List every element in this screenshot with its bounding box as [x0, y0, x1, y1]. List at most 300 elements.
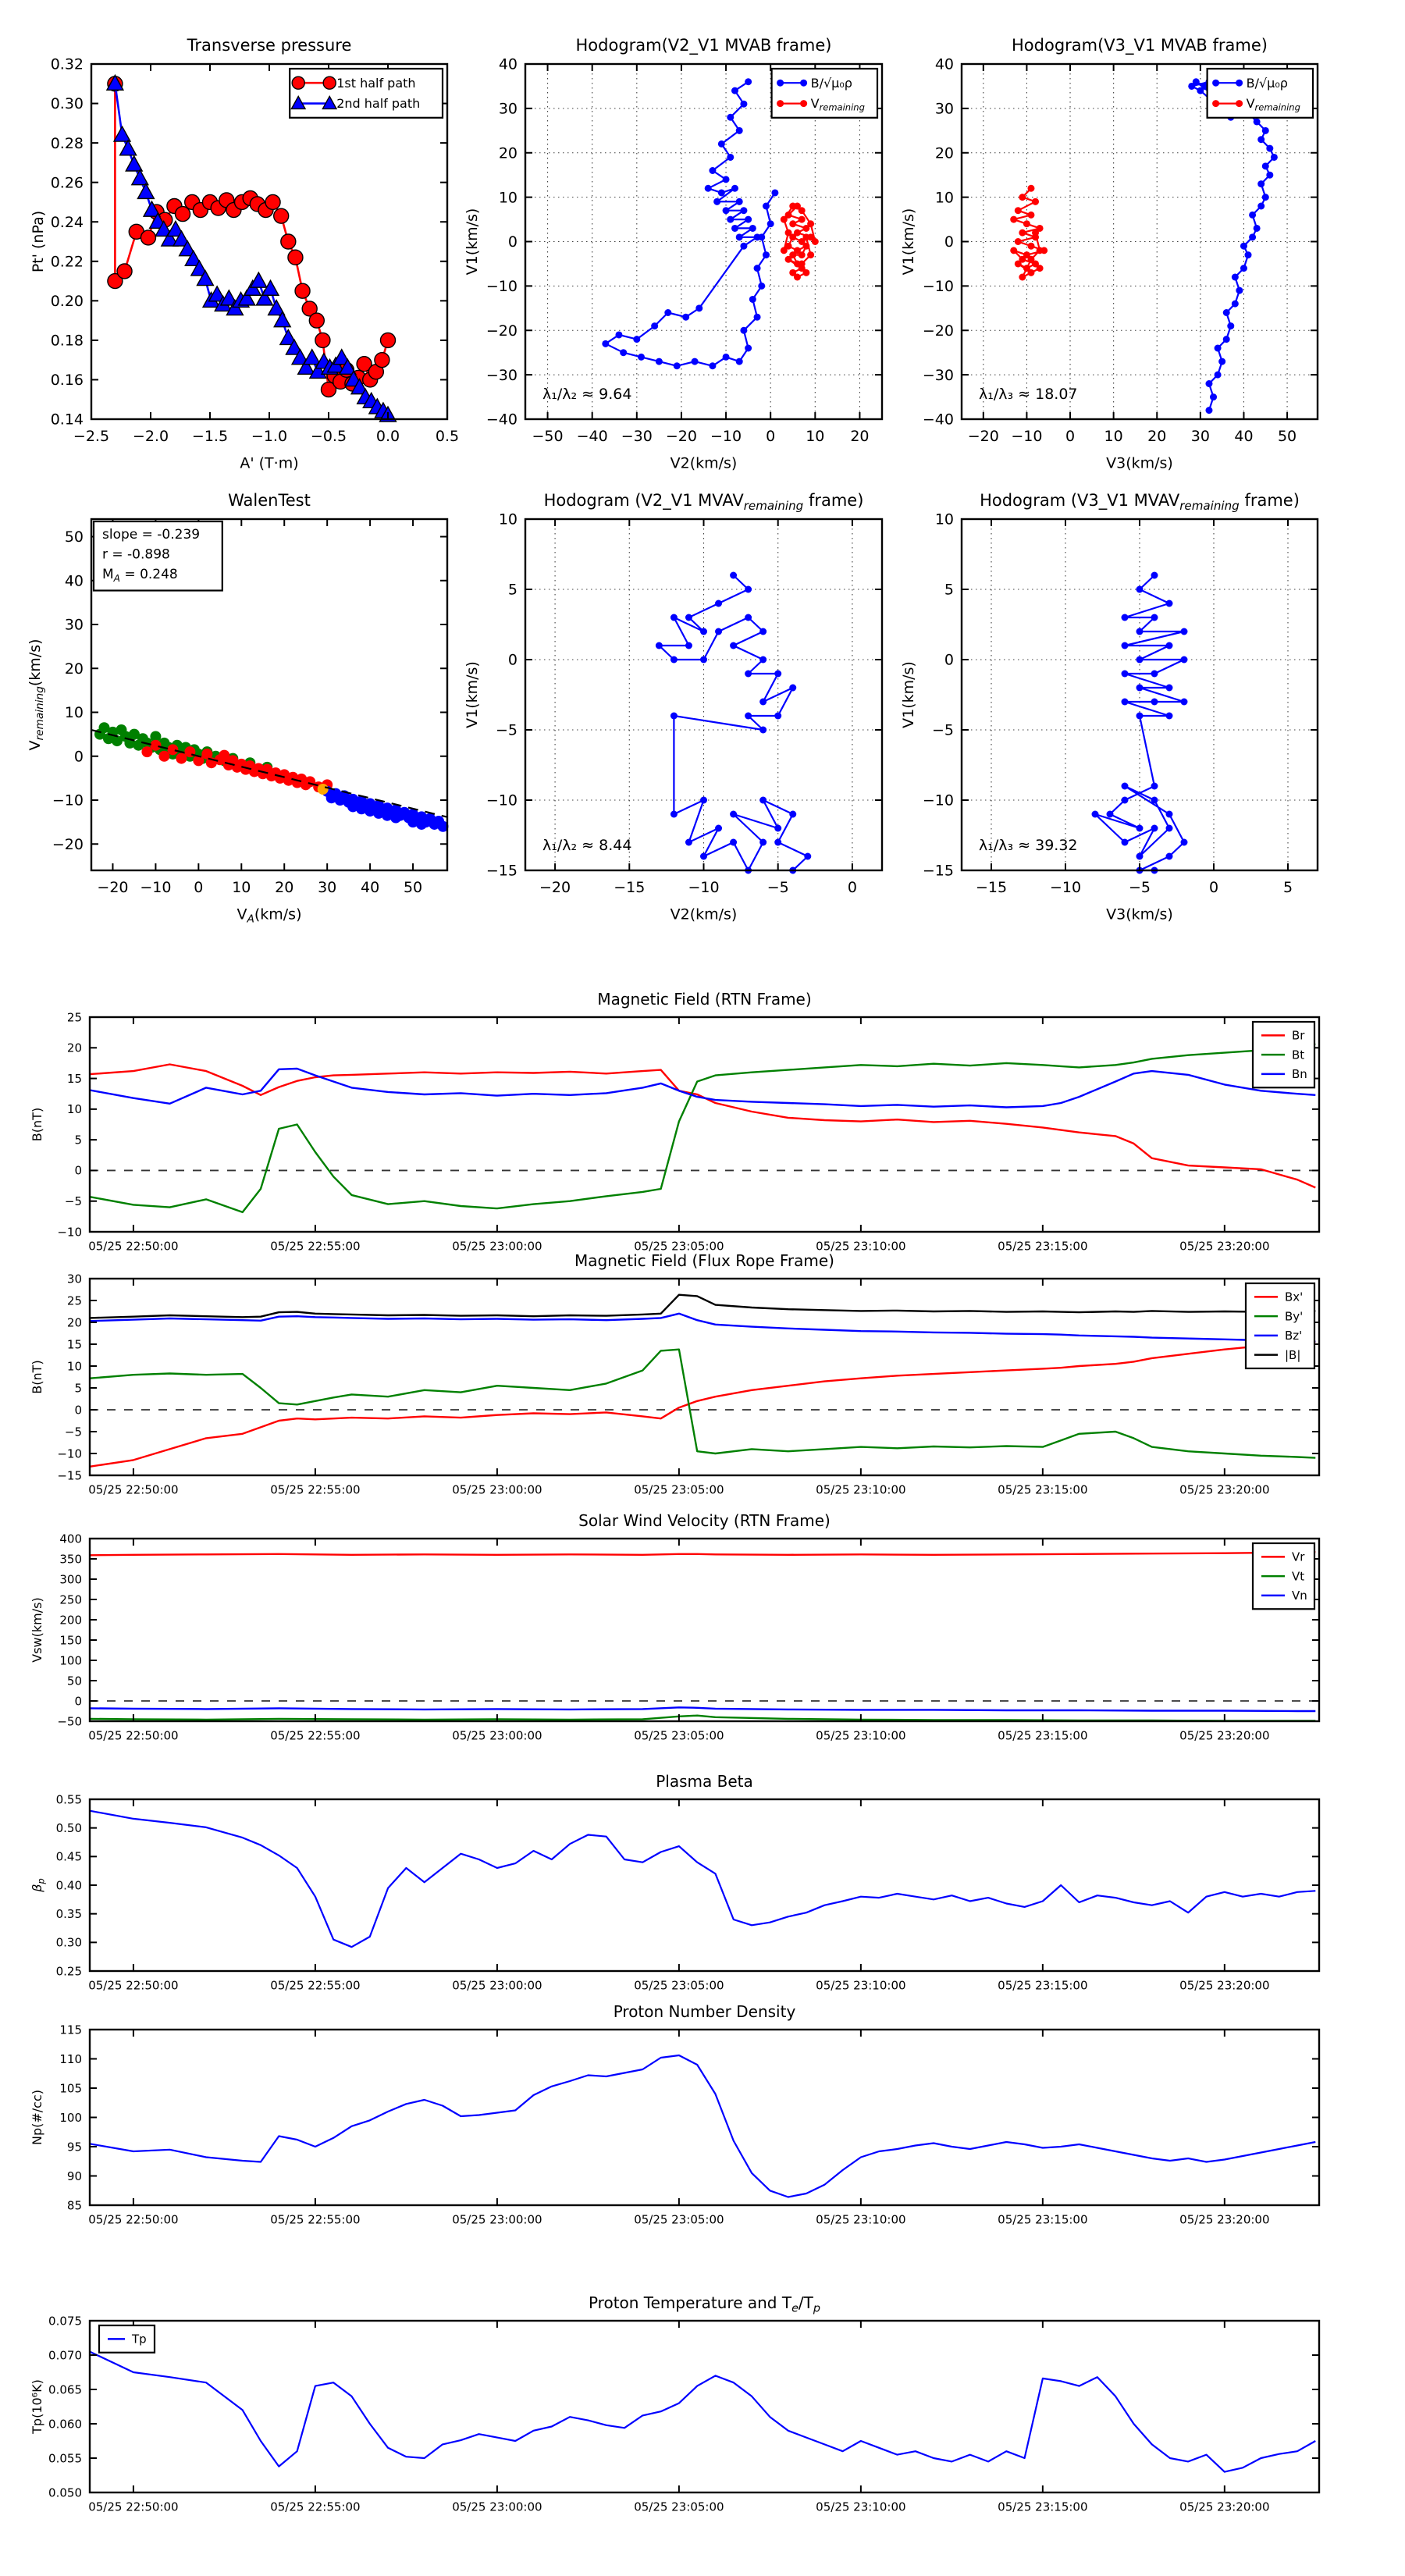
y-axis-label: $\beta_p$	[30, 1878, 47, 1892]
plot-hodogram-v3v1-mvab	[900, 36, 1318, 471]
dot-marker	[777, 80, 784, 87]
x-tick-label: 05/25 23:10:00	[816, 2500, 906, 2514]
y-tick-label: 0	[944, 651, 954, 669]
y-tick-label: −30	[486, 366, 518, 384]
axes-frame	[90, 1279, 1319, 1475]
series-By'	[90, 1347, 1315, 1458]
x-tick-label: 05/25 23:05:00	[634, 2500, 724, 2514]
y-axis-label: B(nT)	[30, 1360, 44, 1394]
dot-marker	[670, 614, 678, 621]
dot-marker	[1271, 154, 1278, 161]
x-tick-label: 0	[847, 878, 857, 896]
x-tick-label: −40	[576, 427, 608, 445]
dot-marker	[781, 247, 788, 254]
x-tick-label: 05/25 23:10:00	[816, 2212, 906, 2227]
x-tick-label: 05/25 23:00:00	[452, 1978, 542, 1993]
dot-marker	[1122, 797, 1129, 804]
dot-marker	[1245, 251, 1252, 258]
y-tick-label: 0.060	[48, 2417, 82, 2432]
dot-marker	[1023, 220, 1030, 227]
dot-marker	[1015, 260, 1022, 267]
x-tick-label: 05/25 22:50:00	[88, 1728, 179, 1743]
x-tick-label: 05/25 23:20:00	[1179, 1728, 1270, 1743]
y-tick-label: 20	[498, 144, 518, 162]
plot-transverse-pressure	[30, 36, 459, 471]
dot-marker	[1019, 274, 1026, 281]
dot-marker	[1181, 628, 1188, 635]
eigenvalue-annotation: λ₁/λ₃ ≈ 39.32	[979, 837, 1078, 854]
x-tick-label: −5	[767, 878, 789, 896]
y-tick-label: 0.50	[55, 1820, 82, 1835]
y-tick-label: 0	[74, 1163, 82, 1178]
dot-marker	[615, 331, 622, 338]
legend-label: $V_{remaining}$	[1246, 96, 1300, 113]
stats-textbox	[94, 521, 222, 591]
dot-marker	[1136, 628, 1144, 635]
x-tick-label: 30	[1190, 427, 1210, 445]
y-tick-label: 10	[498, 189, 518, 207]
circle-marker	[117, 264, 132, 279]
y-tick-label: 0.24	[50, 213, 84, 231]
dot-marker	[759, 699, 767, 706]
y-axis-label: B(nT)	[30, 1107, 44, 1142]
dot-marker	[700, 628, 707, 635]
triangle-marker	[120, 141, 137, 155]
dot-marker	[745, 614, 752, 621]
x-tick-label: 20	[850, 427, 870, 445]
x-tick-label: 10	[232, 878, 251, 896]
dot-marker	[781, 216, 788, 223]
x-tick-label: 05/25 23:05:00	[634, 2212, 724, 2227]
dot-marker	[685, 839, 692, 846]
plot-proton-temp	[30, 2293, 1319, 2514]
eigenvalue-annotation: λ₁/λ₂ ≈ 9.64	[542, 386, 632, 403]
x-tick-label: −2.0	[132, 427, 169, 445]
y-tick-label: 40	[934, 55, 954, 73]
x-tick-label: −1.5	[191, 427, 229, 445]
dot-marker	[150, 740, 161, 751]
dot-marker	[723, 207, 730, 214]
dot-marker	[1019, 229, 1026, 237]
plot-title: Magnetic Field (RTN Frame)	[597, 990, 812, 1009]
dot-marker	[1151, 783, 1158, 790]
y-tick-label: −15	[922, 862, 954, 880]
y-axis-label: Np(#/cc)	[30, 2090, 44, 2145]
y-tick-label: 40	[64, 572, 84, 590]
x-tick-label: 40	[361, 878, 380, 896]
circle-marker	[323, 76, 336, 89]
x-tick-label: 05/25 22:55:00	[270, 1239, 361, 1254]
legend-label: Bx'	[1285, 1290, 1304, 1304]
dot-marker	[727, 154, 734, 161]
dot-marker	[1027, 212, 1034, 219]
legend-label: Vn	[1292, 1589, 1307, 1603]
legend-label: Bz'	[1285, 1329, 1303, 1343]
dot-marker	[1266, 145, 1273, 152]
dot-marker	[1166, 685, 1173, 692]
circle-marker	[288, 250, 303, 265]
dot-marker	[1249, 212, 1256, 219]
legend	[99, 2325, 155, 2353]
legend-label: 2nd half path	[336, 96, 421, 112]
y-tick-label: 105	[59, 2081, 82, 2096]
dot-marker	[700, 797, 707, 804]
dot-marker	[1019, 194, 1026, 201]
x-tick-label: 05/25 23:15:00	[998, 1482, 1088, 1497]
circle-marker	[281, 234, 296, 249]
y-tick-label: 0.30	[50, 95, 84, 113]
dot-marker	[1232, 274, 1239, 281]
y-tick-label: 0	[507, 651, 518, 669]
dot-marker	[723, 354, 730, 361]
y-tick-label: 0	[944, 233, 954, 251]
x-axis-label: V2(km/s)	[670, 454, 738, 472]
dot-marker	[727, 216, 734, 223]
circle-marker	[309, 313, 324, 328]
dot-marker	[802, 243, 809, 250]
y-tick-label: 300	[59, 1572, 82, 1587]
x-tick-label: −20	[97, 878, 129, 896]
dot-marker	[695, 304, 702, 311]
x-tick-label: 05/25 22:50:00	[88, 1978, 179, 1993]
dot-marker	[1166, 713, 1173, 720]
dot-marker	[730, 811, 737, 818]
x-tick-label: 05/25 23:15:00	[998, 1728, 1088, 1743]
x-tick-label: 05/25 23:15:00	[998, 2212, 1088, 2227]
dot-marker	[1027, 185, 1034, 192]
dot-marker	[736, 198, 743, 205]
dot-marker	[745, 345, 752, 352]
dot-marker	[749, 225, 756, 232]
x-tick-label: 05/25 23:15:00	[998, 1978, 1088, 1993]
dot-marker	[1166, 825, 1173, 832]
dot-marker	[656, 642, 663, 649]
eigenvalue-annotation: λ₁/λ₃ ≈ 18.07	[979, 386, 1078, 403]
legend-label: Bt	[1292, 1048, 1305, 1062]
dot-marker	[759, 656, 767, 664]
dot-marker	[731, 185, 738, 192]
series-Vt	[90, 1716, 1315, 1721]
y-axis-label: Vsw(km/s)	[30, 1597, 44, 1663]
x-tick-label: 10	[1104, 427, 1123, 445]
dot-marker	[715, 600, 722, 607]
dot-marker	[774, 671, 781, 678]
x-tick-label: 05/25 22:55:00	[270, 1728, 361, 1743]
dot-marker	[670, 811, 678, 818]
y-tick-label: 400	[59, 1532, 82, 1546]
x-tick-label: 20	[1147, 427, 1167, 445]
dot-marker	[1166, 642, 1173, 649]
series-walen-orange	[318, 784, 329, 795]
x-axis-label: V3(km/s)	[1106, 906, 1173, 923]
y-tick-label: 15	[66, 1337, 82, 1352]
legend	[1253, 1022, 1314, 1087]
y-tick-label: −40	[922, 411, 954, 429]
axes-frame	[90, 2030, 1319, 2205]
series-V-path	[1092, 572, 1188, 874]
y-tick-label: 95	[66, 2140, 82, 2154]
dot-marker	[674, 362, 681, 369]
x-tick-label: 05/25 22:55:00	[270, 2212, 361, 2227]
series-Br	[90, 1065, 1315, 1188]
x-tick-label: 05/25 22:50:00	[88, 1482, 179, 1497]
x-tick-label: 05/25 23:20:00	[1179, 1978, 1270, 1993]
series-beta	[90, 1811, 1315, 1948]
dot-marker	[736, 358, 743, 365]
dot-marker	[1212, 80, 1219, 87]
x-tick-label: 0	[194, 878, 204, 896]
y-tick-label: 20	[64, 660, 84, 678]
axis-ticks	[59, 2023, 1319, 2226]
dot-marker	[1151, 699, 1158, 706]
y-tick-label: 0.55	[55, 1792, 82, 1807]
dot-marker	[759, 727, 767, 734]
series-2nd half path	[107, 75, 397, 422]
dot-marker	[740, 101, 747, 108]
series-Np	[90, 2055, 1315, 2197]
dot-marker	[651, 322, 658, 329]
dot-marker	[176, 753, 187, 764]
dot-marker	[715, 825, 722, 832]
axes-frame	[90, 1539, 1319, 1721]
x-tick-label: 0.0	[375, 427, 400, 445]
plot-title: WalenTest	[228, 491, 311, 511]
y-tick-label: 250	[59, 1592, 82, 1607]
x-tick-label: 05/25 22:55:00	[270, 1978, 361, 1993]
x-tick-label: −10	[710, 427, 742, 445]
dot-marker	[1215, 345, 1222, 352]
series-Vn	[90, 1707, 1315, 1711]
dot-marker	[731, 225, 738, 232]
dot-marker	[1092, 811, 1099, 818]
y-tick-label: 0.26	[50, 174, 84, 192]
y-tick-label: 20	[66, 1315, 82, 1330]
dot-marker	[1227, 322, 1234, 329]
y-tick-label: −15	[486, 862, 518, 880]
plot-title: Proton Number Density	[613, 2002, 796, 2021]
dot-marker	[1240, 265, 1247, 272]
circle-marker	[295, 283, 310, 298]
y-tick-label: −10	[922, 278, 954, 296]
y-tick-label: 50	[64, 528, 84, 546]
plot-title: Proton Temperature and $T_e/T_p$	[588, 2293, 821, 2315]
y-tick-label: 5	[507, 581, 518, 599]
dot-marker	[804, 853, 811, 860]
x-tick-label: −20	[967, 427, 999, 445]
x-tick-label: 20	[275, 878, 294, 896]
legend-label: Vt	[1292, 1569, 1305, 1584]
series-|B|	[90, 1295, 1315, 1318]
legend-label: Br	[1292, 1028, 1305, 1043]
x-tick-label: 0	[1065, 427, 1076, 445]
legend-label: B/√μ₀ρ	[810, 75, 852, 91]
x-tick-label: −5	[1128, 878, 1151, 896]
stats-line: r = -0.898	[102, 546, 170, 563]
dot-marker	[670, 656, 678, 664]
legend-label: B/√μ₀ρ	[1246, 75, 1288, 91]
y-tick-label: −40	[486, 411, 518, 429]
dot-marker	[685, 614, 692, 621]
triangle-marker	[137, 183, 154, 198]
dot-marker	[789, 685, 796, 692]
dot-marker	[1027, 256, 1034, 263]
y-tick-label: 0.28	[50, 134, 84, 152]
y-tick-label: 30	[498, 100, 518, 118]
y-tick-label: −20	[922, 322, 954, 340]
x-tick-label: 30	[318, 878, 337, 896]
dot-marker	[1122, 671, 1129, 678]
y-tick-label: −50	[57, 1714, 82, 1729]
x-tick-label: 05/25 23:10:00	[816, 1482, 906, 1497]
dot-marker	[700, 656, 707, 664]
y-axis-label: $V_{remaining}(km/s)$	[27, 639, 47, 751]
dot-marker	[730, 572, 737, 579]
series-Bz'	[90, 1314, 1315, 1342]
x-tick-label: −15	[614, 878, 646, 896]
dot-marker	[1197, 87, 1204, 94]
x-tick-label: 05/25 23:05:00	[634, 1728, 724, 1743]
dot-marker	[774, 825, 781, 832]
dot-marker	[1122, 699, 1129, 706]
y-tick-label: −10	[57, 1225, 82, 1240]
circle-marker	[274, 208, 289, 223]
circle-marker	[292, 76, 304, 89]
plot-mag-rtn	[30, 990, 1319, 1253]
x-axis-label: A' (T·m)	[240, 454, 299, 472]
y-tick-label: 0.075	[48, 2314, 82, 2329]
dot-marker	[141, 746, 152, 757]
legend	[1208, 69, 1313, 118]
dot-marker	[727, 114, 734, 121]
y-tick-label: 0	[73, 748, 84, 766]
y-tick-label: 5	[74, 1381, 82, 1396]
x-tick-label: −2.5	[73, 427, 110, 445]
dot-marker	[763, 203, 770, 210]
x-tick-label: −10	[140, 878, 172, 896]
plot-mag-fluxrope	[30, 1251, 1319, 1496]
y-axis-label: V1(km/s)	[900, 208, 917, 276]
dot-marker	[1215, 372, 1222, 379]
plot-hodogram-v2v1-mvab	[464, 36, 882, 471]
legend-label: Vr	[1292, 1550, 1305, 1564]
y-tick-label: 0.35	[55, 1906, 82, 1921]
dot-marker	[1122, 839, 1129, 846]
y-tick-label: 50	[66, 1674, 82, 1688]
dot-marker	[656, 358, 663, 365]
dot-marker	[1188, 83, 1195, 90]
dot-marker	[771, 189, 778, 196]
dot-marker	[812, 238, 819, 245]
dot-marker	[1205, 380, 1212, 387]
plot-hodogram-v2v1-mvav	[464, 491, 882, 923]
y-tick-label: 10	[64, 704, 84, 722]
dot-marker	[318, 784, 329, 795]
dot-marker	[1249, 233, 1256, 240]
dot-marker	[670, 713, 678, 720]
series-V~remaining~	[781, 203, 819, 281]
dot-marker	[745, 78, 752, 85]
dot-marker	[758, 283, 765, 290]
dot-marker	[1236, 80, 1243, 87]
y-tick-label: 0.070	[48, 2348, 82, 2363]
dot-marker	[1151, 671, 1158, 678]
dot-marker	[1262, 162, 1269, 169]
dot-marker	[709, 167, 716, 174]
dot-marker	[167, 744, 178, 755]
y-tick-label: 110	[59, 2051, 82, 2066]
dot-marker	[1166, 853, 1173, 860]
legend-label: Tp	[132, 2332, 147, 2347]
x-tick-label: 05/25 23:00:00	[452, 2212, 542, 2227]
y-tick-label: 10	[934, 189, 954, 207]
axes-frame	[90, 1799, 1319, 1971]
plot-title: Plasma Beta	[656, 1772, 753, 1791]
dot-marker	[1122, 642, 1129, 649]
dot-marker	[802, 269, 809, 276]
dot-marker	[799, 216, 806, 223]
x-tick-label: −1.0	[251, 427, 288, 445]
y-tick-label: 30	[934, 100, 954, 118]
dot-marker	[1151, 614, 1158, 621]
dot-marker	[799, 260, 806, 267]
y-tick-label: 0.20	[50, 292, 84, 310]
y-tick-label: −10	[57, 1446, 82, 1461]
dot-marker	[745, 216, 752, 223]
dot-marker	[740, 207, 747, 214]
y-axis-label: Tp(10⁶K)	[30, 2379, 44, 2434]
x-tick-label: 05/25 22:55:00	[270, 1482, 361, 1497]
dot-marker	[709, 362, 716, 369]
dot-marker	[1010, 247, 1017, 254]
y-tick-label: 20	[934, 144, 954, 162]
dot-marker	[1210, 393, 1217, 400]
eigenvalue-annotation: λ₁/λ₂ ≈ 8.44	[542, 837, 632, 854]
dot-marker	[730, 839, 737, 846]
dot-marker	[785, 229, 792, 237]
series-1st half path	[108, 76, 396, 397]
x-tick-label: −15	[975, 878, 1008, 896]
dot-marker	[1236, 287, 1243, 294]
y-tick-label: 0.22	[50, 253, 84, 271]
dot-marker	[692, 358, 699, 365]
y-tick-label: 20	[66, 1041, 82, 1055]
dot-marker	[1015, 238, 1022, 245]
dot-marker	[1166, 811, 1173, 818]
legend	[1253, 1543, 1314, 1609]
x-tick-label: −50	[532, 427, 564, 445]
x-tick-label: 0	[1208, 878, 1219, 896]
stats-line: $M_A = 0.248$	[102, 567, 178, 584]
y-tick-label: 0.30	[55, 1935, 82, 1950]
x-tick-label: 0	[766, 427, 776, 445]
dot-marker	[1254, 225, 1261, 232]
y-tick-label: 0.25	[55, 1964, 82, 1979]
y-tick-label: −20	[52, 835, 84, 853]
x-tick-label: 05/25 23:20:00	[1179, 1239, 1270, 1254]
y-tick-label: −5	[495, 721, 518, 739]
dot-marker	[740, 327, 747, 334]
dot-marker	[799, 251, 806, 258]
dot-marker	[1257, 136, 1264, 143]
y-tick-label: 0	[74, 1694, 82, 1709]
dot-marker	[1122, 783, 1129, 790]
x-tick-label: −10	[1049, 878, 1082, 896]
y-tick-label: 0.40	[55, 1878, 82, 1893]
dot-marker	[1010, 216, 1017, 223]
dot-marker	[1257, 180, 1264, 187]
axis-ticks	[57, 1272, 1319, 1496]
legend-label: By'	[1285, 1309, 1304, 1324]
